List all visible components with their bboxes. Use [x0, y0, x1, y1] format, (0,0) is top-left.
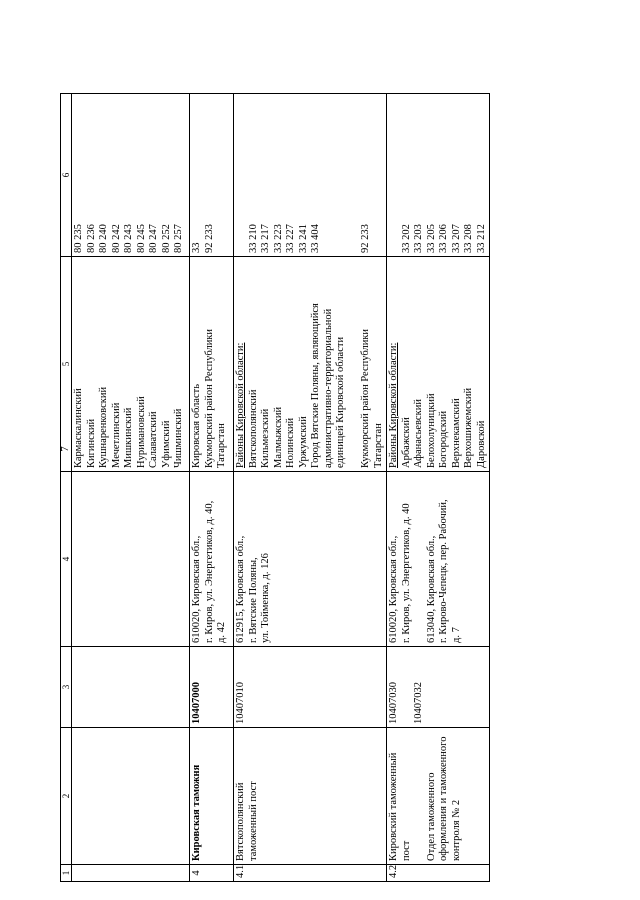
post-name-line: Вятскополянский [235, 782, 246, 861]
cell-num: 4.2 [387, 865, 490, 882]
address-line: г. Киров, ул. Энергетиков, д. 40, [203, 500, 215, 643]
okato-code: 33 207 [450, 224, 462, 253]
cell-num [72, 865, 190, 882]
cell-areas [234, 257, 387, 472]
okato-code: 33 206 [438, 224, 449, 253]
okato-code: 33 223 [272, 224, 284, 253]
area-line: Кировская область [191, 383, 202, 468]
cell-name [72, 728, 190, 865]
cell-areas [72, 257, 190, 472]
okato-code: 80 242 [110, 224, 122, 253]
cell-address [234, 472, 387, 647]
okato-code: 33 202 [400, 224, 412, 253]
okato-code: 80 252 [160, 224, 172, 253]
area-line: Татарстан [216, 423, 227, 468]
cell-name [190, 728, 234, 865]
header-row [61, 94, 72, 882]
post-name-line: таможенный пост [247, 781, 259, 861]
okato-code: 33 [191, 242, 202, 253]
area-line: Афанасьевский [413, 399, 424, 468]
cell-name [387, 728, 490, 865]
area-line: Малмыжский [272, 406, 284, 468]
spacer [335, 97, 348, 253]
col-header-4: 4 [61, 472, 72, 647]
table-row [72, 94, 190, 882]
area-line: Уржумский [297, 416, 309, 468]
post-name-line: Кировский таможенный [388, 752, 399, 861]
okato-code: 33 241 [297, 224, 309, 253]
area-line: Вятскополянский [247, 389, 259, 468]
okato-code: 92 233 [203, 224, 215, 253]
okato-code: 33 227 [285, 224, 296, 253]
okato-code: 80 243 [123, 224, 134, 253]
rotated-table-wrapper [60, 100, 487, 882]
cell-address [387, 472, 490, 647]
address-line: 610020, Кировская обл., [191, 535, 202, 643]
region-item: Чишминский [173, 408, 184, 468]
spacer [413, 475, 426, 643]
table-row [234, 94, 387, 882]
post-code: 10407030 [388, 682, 399, 724]
post-code: 10407032 [413, 682, 424, 724]
spacer [348, 260, 361, 468]
table-row [190, 94, 234, 882]
address-line: д. 7 [450, 627, 462, 643]
post-name-line: оформления и таможенного [438, 736, 449, 861]
cell-areas [190, 257, 234, 472]
col-header-1: 1 [61, 865, 72, 882]
cell-name [234, 728, 387, 865]
okato-code: 80 257 [173, 224, 184, 253]
area-line: Нолинский [285, 417, 296, 468]
area-line: Кильмезский [260, 408, 271, 468]
col-header-2: 2 [61, 728, 72, 865]
spacer [413, 731, 426, 861]
address-line: г. Кирово-Чепецк, пер. Рабочий, [438, 499, 449, 643]
spacer [401, 650, 414, 724]
area-line: Кукморский район Республики [203, 328, 215, 468]
okato-code: 33 404 [310, 224, 321, 253]
spacer [348, 97, 361, 253]
address-line: 613040, Кировская обл., [425, 535, 437, 643]
address-line: 612915, Кировская обл., [235, 535, 246, 643]
area-line: Даровской [475, 420, 487, 468]
area-line: Верхнекамский [450, 398, 462, 468]
okato-code: 33 203 [413, 224, 424, 253]
okato-code: 33 210 [247, 224, 259, 253]
cell-code: 10407010 [234, 647, 387, 728]
customs-name: Кировская таможня [191, 764, 202, 861]
address-line: г. Вятские Поляны, [247, 557, 259, 643]
cell-code [190, 647, 234, 728]
area-line: административно-территориальной [322, 308, 334, 468]
post-name-line: пост [400, 840, 412, 861]
area-line: Белохолуницкий [425, 393, 437, 468]
okato-code: 33 208 [463, 224, 474, 253]
area-line: Город Вятские Поляны, являющийся [310, 303, 321, 468]
region-item: Кармаскалинский [73, 388, 84, 468]
area-line: Арбажский [400, 417, 412, 468]
areas-heading: Районы Кировской области: [235, 342, 246, 468]
cell-areas [387, 257, 490, 472]
cell-address [190, 472, 234, 647]
spacer [388, 97, 401, 253]
customs-table [60, 93, 490, 882]
cell-num: 4 [190, 865, 234, 882]
customs-code: 10407000 [191, 682, 202, 724]
okato-code: 33 205 [425, 224, 437, 253]
cell-okato [234, 94, 387, 257]
area-line: единицей Кировской области [335, 336, 346, 468]
address-line: д. 42 [216, 621, 227, 643]
region-item: Нуримановский [135, 396, 147, 468]
spacer [235, 97, 248, 253]
okato-code: 80 235 [73, 224, 84, 253]
cell-code [387, 647, 490, 728]
region-item: Салаватский [148, 411, 159, 468]
col-header-3: 3 [61, 647, 72, 728]
area-line: Кукморский район Республики [360, 328, 371, 468]
col-header-5: 5 [61, 257, 72, 472]
cell-num: 4.1 [234, 865, 387, 882]
area-line: Богородский [438, 410, 449, 468]
cell-code [72, 647, 190, 728]
address-line: 610020, Кировская обл., [388, 535, 399, 643]
cell-okato [190, 94, 234, 257]
region-item: Кушнаренковский [98, 386, 109, 468]
region-item: Мечетлинский [110, 402, 122, 468]
cell-address [72, 472, 190, 647]
post-name-line: Отдел таможенного [425, 772, 437, 861]
region-item: Кигинский [85, 418, 97, 468]
areas-heading: Районы Кировской области: [388, 342, 399, 468]
address-line: ул. Тойменка, д. 126 [260, 553, 271, 643]
okato-code: 80 240 [98, 224, 109, 253]
col-header-6: 6 [61, 94, 72, 257]
spacer [323, 97, 336, 253]
page-number: 7 [59, 446, 71, 452]
okato-code: 33 217 [260, 224, 271, 253]
okato-code: 80 236 [85, 224, 97, 253]
table-row [387, 94, 490, 882]
cell-okato [72, 94, 190, 257]
region-item: Мишкинский [123, 407, 134, 468]
post-name-line: контроля № 2 [450, 799, 462, 861]
cell-okato [387, 94, 490, 257]
region-item: Уфимский [160, 420, 172, 468]
area-line: Татарстан [372, 423, 384, 468]
okato-code: 80 245 [135, 224, 147, 253]
okato-code: 80 247 [148, 224, 159, 253]
address-line: г. Киров, ул. Энергетиков, д. 40 [400, 503, 412, 643]
okato-code: 92 233 [360, 224, 371, 253]
area-line: Верхошижемский [463, 387, 474, 468]
okato-code: 33 212 [475, 224, 487, 253]
